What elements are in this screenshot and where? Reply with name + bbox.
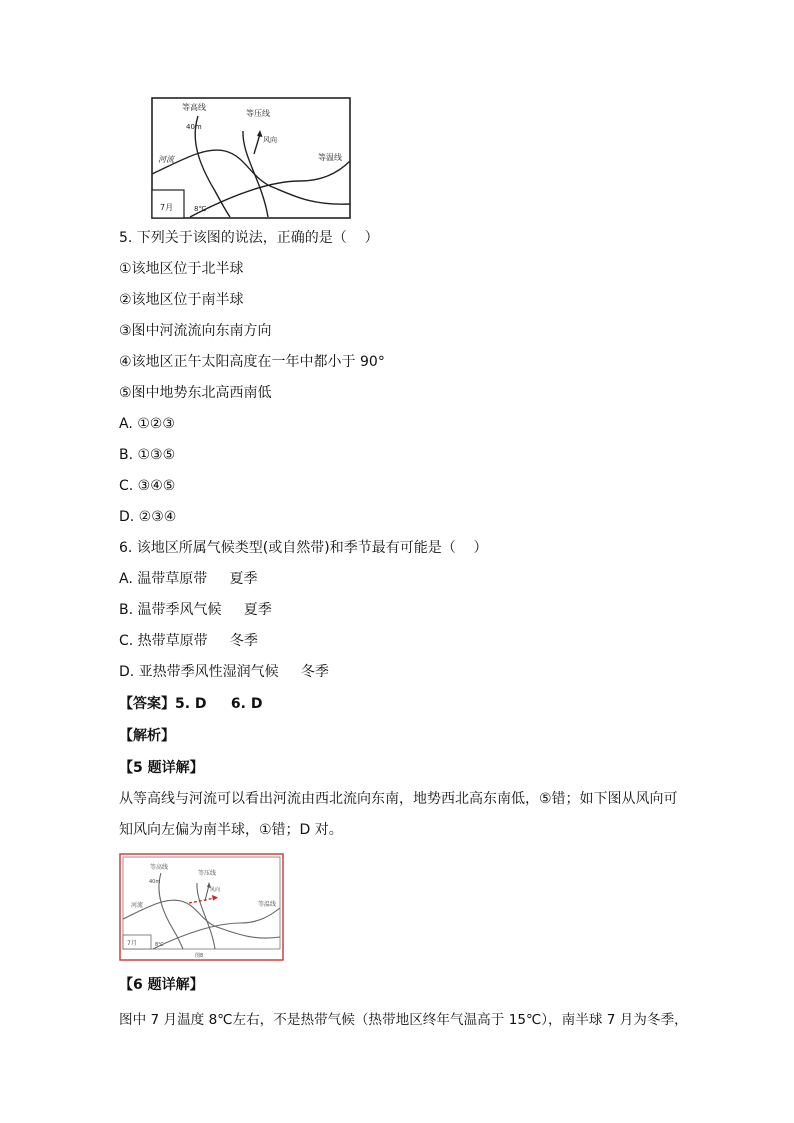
label-temp: 8℃ xyxy=(194,205,207,213)
label-isobar: 等压线 xyxy=(198,870,217,877)
q6-option-d: D. 亚热带季风性湿润气候 冬季 xyxy=(119,664,329,680)
q6-option-a: A. 温带草原带 夏季 xyxy=(119,571,258,587)
q5-statement-1: ①该地区位于北半球 xyxy=(119,261,244,277)
label-isotherm: 等温线 xyxy=(318,153,342,162)
detail-6-heading: 【6 题详解】 xyxy=(119,977,204,993)
label-isobar: 等压线 xyxy=(246,109,270,118)
answer-line: 【答案】5. D 6. D xyxy=(119,696,263,712)
q6-option-c: C. 热带草原带 冬季 xyxy=(119,633,258,649)
q5-statement-4: ④该地区正午太阳高度在一年中都小于 90° xyxy=(119,354,385,370)
label-river: 河流 xyxy=(131,902,144,909)
detail-6-text: 图中 7 月温度 8℃左右，不是热带气候（热带地区终年气温高于 15℃），南半球 7 月为冬季， xyxy=(119,1012,688,1028)
label-elevation: 40m xyxy=(186,123,202,131)
q6-option-b: B. 温带季风气候 夏季 xyxy=(119,602,272,618)
analysis-heading: 【解析】 xyxy=(119,728,175,744)
q5-option-d: D. ②③④ xyxy=(119,509,177,525)
q5-statement-2: ②该地区位于南半球 xyxy=(119,292,244,308)
label-contour: 等高线 xyxy=(150,864,169,871)
label-elevation: 40m xyxy=(149,879,161,885)
label-wind: 风向 xyxy=(210,887,221,893)
q5-option-c: C. ③④⑤ xyxy=(119,478,176,494)
q5-option-b: B. ①③⑤ xyxy=(119,447,176,463)
label-wind: 风向 xyxy=(263,136,277,144)
label-month: 7月 xyxy=(127,940,137,947)
label-isotherm: 等温线 xyxy=(258,901,277,908)
detail-5-text-1: 从等高线与河流可以看出河流由西北流向东南，地势西北高东南低，⑤错；如下图从风向可 xyxy=(119,791,678,807)
label-river: 河流 xyxy=(158,155,174,164)
detail-5-heading: 【5 题详解】 xyxy=(119,760,204,776)
q5-stem: 5. 下列关于该图的说法，正确的是（ ） xyxy=(119,230,379,246)
detail-5-text-2: 知风向左偏为南半球，①错；D 对。 xyxy=(119,822,343,838)
q5-option-a: A. ①②③ xyxy=(119,416,175,432)
q5-statement-3: ③图中河流流向东南方向 xyxy=(119,323,272,339)
label-month: 7月 xyxy=(160,203,174,212)
figure-caption: 图8 xyxy=(195,953,204,959)
label-temp: 8℃ xyxy=(155,942,164,948)
q5-statement-5: ⑤图中地势东北高西南低 xyxy=(119,385,272,401)
q6-stem: 6. 该地区所属气候类型(或自然带)和季节最有可能是（ ） xyxy=(119,540,488,556)
figure-map-1 xyxy=(150,96,352,220)
figure-map-2 xyxy=(119,853,284,961)
label-contour: 等高线 xyxy=(182,103,206,112)
